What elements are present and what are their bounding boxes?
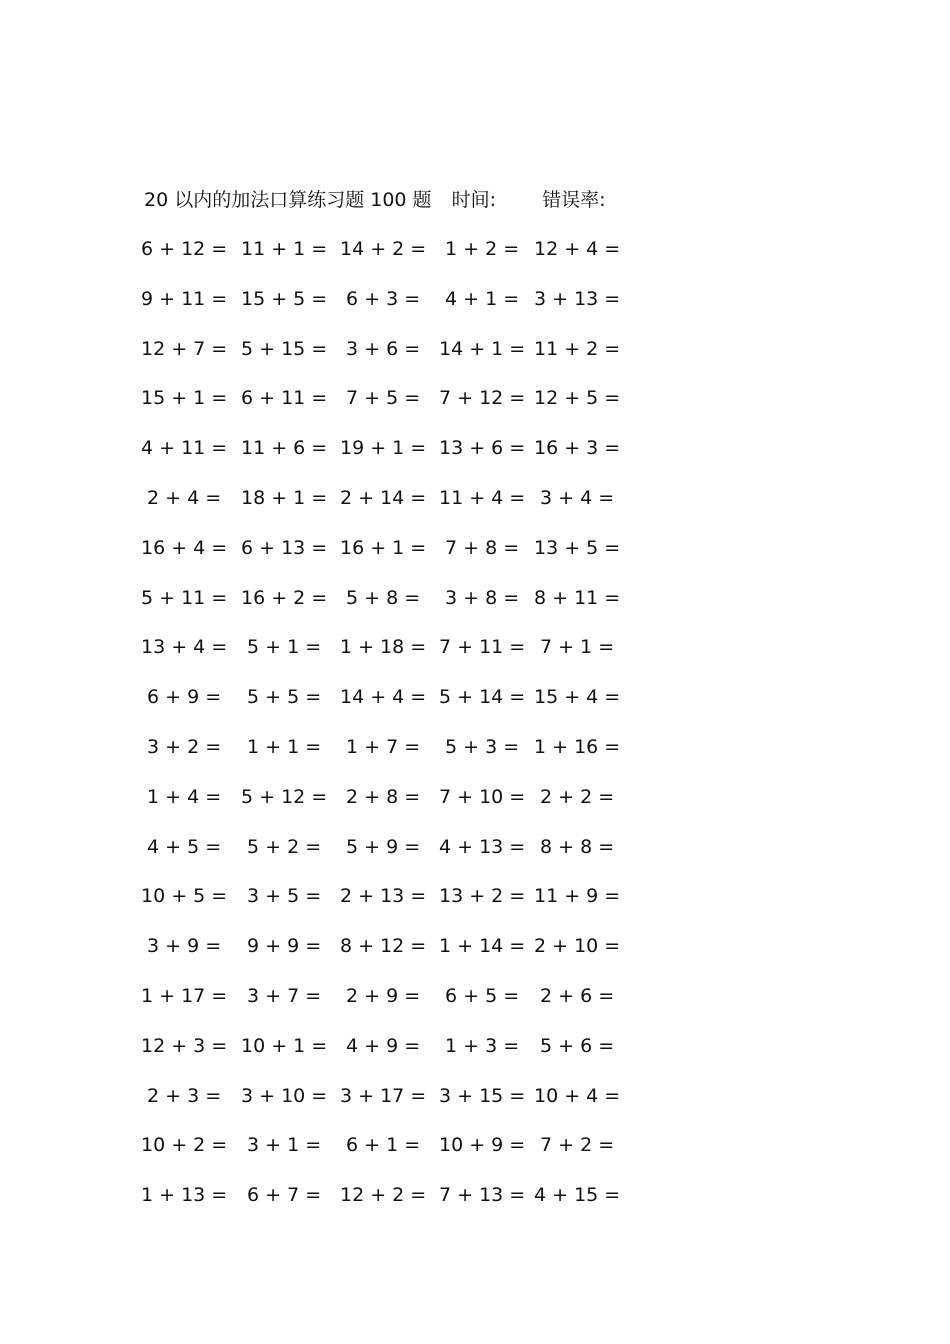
- problem-r1-c1: 6 + 12 =: [141, 238, 228, 260]
- problem-r19-c2: 3 + 1 =: [247, 1134, 322, 1157]
- problem-r6-c2: 18 + 1 =: [241, 487, 328, 509]
- problem-r1-c3: 14 + 2 =: [340, 238, 427, 260]
- problem-r17-c5: 5 + 6 =: [540, 1034, 615, 1057]
- problem-r2-c2: 15 + 5 =: [241, 287, 328, 310]
- problem-r17-c3: 4 + 9 =: [346, 1034, 421, 1057]
- problem-r8-c2: 16 + 2 =: [241, 586, 328, 609]
- problem-r11-c5: 1 + 16 =: [534, 736, 621, 758]
- problem-r20-c5: 4 + 15 =: [534, 1184, 621, 1207]
- problem-r7-c4: 7 + 8 =: [445, 536, 520, 559]
- problem-r11-c3: 1 + 7 =: [346, 736, 421, 758]
- problem-r4-c5: 12 + 5 =: [534, 387, 621, 410]
- problem-r10-c3: 14 + 4 =: [340, 686, 427, 709]
- problem-r17-c2: 10 + 1 =: [241, 1034, 328, 1057]
- problem-r12-c3: 2 + 8 =: [346, 785, 421, 808]
- problem-r14-c1: 10 + 5 =: [141, 885, 228, 908]
- problem-r13-c1: 4 + 5 =: [147, 835, 222, 858]
- problem-r6-c3: 2 + 14 =: [340, 487, 427, 509]
- problem-r18-c2: 3 + 10 =: [241, 1084, 328, 1107]
- problem-r16-c1: 1 + 17 =: [141, 985, 228, 1007]
- problem-r14-c4: 13 + 2 =: [439, 885, 526, 908]
- problem-r4-c4: 7 + 12 =: [439, 387, 526, 410]
- problem-r18-c5: 10 + 4 =: [534, 1084, 621, 1107]
- worksheet-title: 20 以内的加法口算练习题 100 题: [144, 189, 432, 211]
- problem-r1-c2: 11 + 1 =: [241, 238, 328, 260]
- problem-r10-c5: 15 + 4 =: [534, 686, 621, 709]
- problem-r12-c4: 7 + 10 =: [439, 785, 526, 808]
- problem-r19-c3: 6 + 1 =: [346, 1134, 421, 1157]
- problem-r14-c3: 2 + 13 =: [340, 885, 427, 908]
- problem-r2-c3: 6 + 3 =: [346, 287, 421, 310]
- problem-r11-c4: 5 + 3 =: [445, 736, 520, 758]
- problem-r2-c1: 9 + 11 =: [141, 287, 228, 310]
- problem-r15-c5: 2 + 10 =: [534, 935, 621, 958]
- problem-r8-c4: 3 + 8 =: [445, 586, 520, 609]
- problem-r8-c3: 5 + 8 =: [346, 586, 421, 609]
- problem-r13-c3: 5 + 9 =: [346, 835, 421, 858]
- problem-r5-c2: 11 + 6 =: [241, 437, 328, 460]
- problem-r15-c2: 9 + 9 =: [247, 935, 322, 958]
- problem-r7-c1: 16 + 4 =: [141, 536, 228, 559]
- problem-r1-c5: 12 + 4 =: [534, 238, 621, 260]
- problem-r9-c5: 7 + 1 =: [540, 636, 615, 659]
- problem-r18-c3: 3 + 17 =: [340, 1084, 427, 1107]
- problem-r15-c1: 3 + 9 =: [147, 935, 222, 958]
- problem-r5-c1: 4 + 11 =: [141, 437, 228, 460]
- problem-r20-c1: 1 + 13 =: [141, 1184, 228, 1207]
- problem-r14-c2: 3 + 5 =: [247, 885, 322, 908]
- problem-r5-c5: 16 + 3 =: [534, 437, 621, 460]
- problem-r4-c1: 15 + 1 =: [141, 387, 228, 410]
- problem-r12-c5: 2 + 2 =: [540, 785, 615, 808]
- problem-r13-c2: 5 + 2 =: [247, 835, 322, 858]
- problem-r7-c2: 6 + 13 =: [241, 536, 328, 559]
- problem-r15-c3: 8 + 12 =: [340, 935, 427, 958]
- problem-r20-c4: 7 + 13 =: [439, 1184, 526, 1207]
- problem-r8-c1: 5 + 11 =: [141, 586, 228, 609]
- problem-r17-c1: 12 + 3 =: [141, 1034, 228, 1057]
- problem-r10-c1: 6 + 9 =: [147, 686, 222, 709]
- problem-r16-c5: 2 + 6 =: [540, 985, 615, 1007]
- problem-r9-c4: 7 + 11 =: [439, 636, 526, 659]
- problem-r1-c4: 1 + 2 =: [445, 238, 520, 260]
- problem-r2-c4: 4 + 1 =: [445, 287, 520, 310]
- problem-r10-c2: 5 + 5 =: [247, 686, 322, 709]
- problem-r3-c5: 11 + 2 =: [534, 337, 621, 360]
- problem-r11-c1: 3 + 2 =: [147, 736, 222, 758]
- problem-r3-c2: 5 + 15 =: [241, 337, 328, 360]
- problem-r16-c4: 6 + 5 =: [445, 985, 520, 1007]
- time-label: 时间:: [451, 189, 497, 211]
- problem-r9-c1: 13 + 4 =: [141, 636, 228, 659]
- problem-r8-c5: 8 + 11 =: [534, 586, 621, 609]
- problem-r5-c3: 19 + 1 =: [340, 437, 427, 460]
- problem-r3-c3: 3 + 6 =: [346, 337, 421, 360]
- problem-r4-c2: 6 + 11 =: [241, 387, 328, 410]
- problem-r6-c5: 3 + 4 =: [540, 487, 615, 509]
- problem-r9-c3: 1 + 18 =: [340, 636, 427, 659]
- problem-r15-c4: 1 + 14 =: [439, 935, 526, 958]
- problem-r19-c4: 10 + 9 =: [439, 1134, 526, 1157]
- problem-r3-c4: 14 + 1 =: [439, 337, 526, 360]
- problem-r2-c5: 3 + 13 =: [534, 287, 621, 310]
- problem-r4-c3: 7 + 5 =: [346, 387, 421, 410]
- problem-r19-c5: 7 + 2 =: [540, 1134, 615, 1157]
- problem-r20-c2: 6 + 7 =: [247, 1184, 322, 1207]
- problem-r17-c4: 1 + 3 =: [445, 1034, 520, 1057]
- problem-r10-c4: 5 + 14 =: [439, 686, 526, 709]
- problem-r13-c4: 4 + 13 =: [439, 835, 526, 858]
- problem-r18-c1: 2 + 3 =: [147, 1084, 222, 1107]
- problem-r16-c2: 3 + 7 =: [247, 985, 322, 1007]
- problem-r11-c2: 1 + 1 =: [247, 736, 322, 758]
- problem-r3-c1: 12 + 7 =: [141, 337, 228, 360]
- error-rate-label: 错误率:: [542, 189, 606, 211]
- problem-r18-c4: 3 + 15 =: [439, 1084, 526, 1107]
- problem-r6-c1: 2 + 4 =: [147, 487, 222, 509]
- problem-r9-c2: 5 + 1 =: [247, 636, 322, 659]
- problem-r14-c5: 11 + 9 =: [534, 885, 621, 908]
- problem-r7-c3: 16 + 1 =: [340, 536, 427, 559]
- problem-r16-c3: 2 + 9 =: [346, 985, 421, 1007]
- problem-r6-c4: 11 + 4 =: [439, 487, 526, 509]
- problem-r5-c4: 13 + 6 =: [439, 437, 526, 460]
- problem-r12-c1: 1 + 4 =: [147, 785, 222, 808]
- problem-r12-c2: 5 + 12 =: [241, 785, 328, 808]
- problem-r20-c3: 12 + 2 =: [340, 1184, 427, 1207]
- problem-r19-c1: 10 + 2 =: [141, 1134, 228, 1157]
- problem-r7-c5: 13 + 5 =: [534, 536, 621, 559]
- problem-r13-c5: 8 + 8 =: [540, 835, 615, 858]
